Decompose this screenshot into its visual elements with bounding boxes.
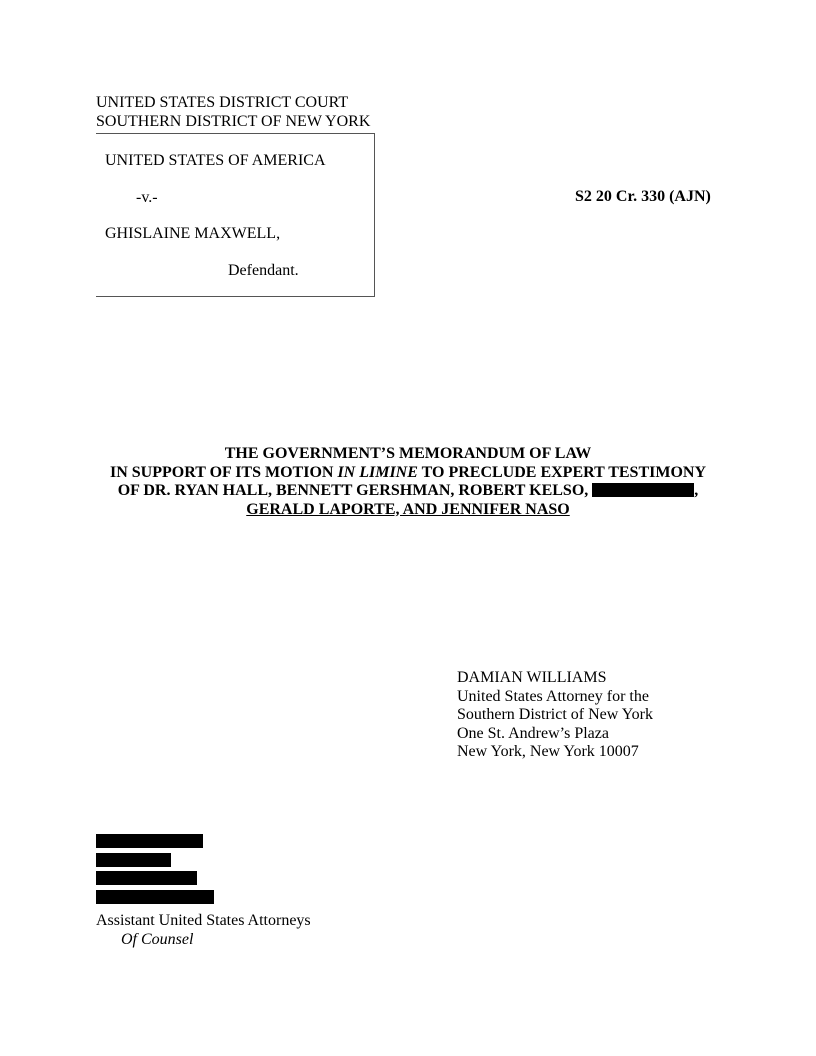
title-line-1: THE GOVERNMENT’S MEMORANDUM OF LAW (224, 445, 592, 462)
case-number: S2 20 Cr. 330 (AJN) (575, 188, 711, 205)
document-title (0, 445, 816, 519)
title-line-2-italic: IN LIMINE (337, 463, 418, 481)
redaction-bar-counsel-1 (96, 834, 203, 848)
court-district: SOUTHERN DISTRICT OF NEW YORK (96, 112, 371, 130)
counsel-role-label: Assistant United States Attorneys (96, 912, 311, 929)
caption-defendant-label: Defendant. (228, 262, 299, 279)
attorney-name: DAMIAN WILLIAMS (457, 669, 607, 686)
attorney-block (457, 669, 653, 762)
title-line-2 (0, 464, 816, 483)
title-line-3 (0, 482, 816, 501)
title-line-3-comma: , (694, 482, 699, 499)
court-header (96, 94, 370, 131)
attorney-address-line: One St. Andrew’s Plaza (457, 724, 609, 742)
of-counsel-label: Of Counsel (121, 930, 194, 948)
title-line-4: GERALD LAPORTE, AND JENNIFER NASO (246, 500, 570, 518)
title-line-2-pre: IN SUPPORT OF ITS MOTION (109, 463, 338, 481)
attorney-district-line: Southern District of New York (457, 706, 653, 723)
redaction-bar-title (592, 483, 694, 497)
attorney-city-line: New York, New York 10007 (457, 743, 639, 760)
title-line-3-text: OF DR. RYAN HALL, BENNETT GERSHMAN, ROBERT KELSO, (117, 482, 593, 499)
counsel-block (96, 834, 311, 949)
redaction-bar-counsel-4 (96, 890, 214, 904)
court-name: UNITED STATES DISTRICT COURT (96, 94, 349, 111)
caption-plaintiff: UNITED STATES OF AMERICA (105, 152, 326, 169)
caption-defendant-name: GHISLAINE MAXWELL, (105, 225, 281, 242)
title-line-2-post: TO PRECLUDE EXPERT TESTIMONY (417, 463, 707, 481)
redaction-bar-counsel-2 (96, 853, 171, 867)
caption-versus: -v.- (136, 189, 158, 206)
caption-box (96, 133, 375, 297)
redaction-bar-counsel-3 (96, 871, 197, 885)
attorney-title-line: United States Attorney for the (457, 687, 649, 705)
